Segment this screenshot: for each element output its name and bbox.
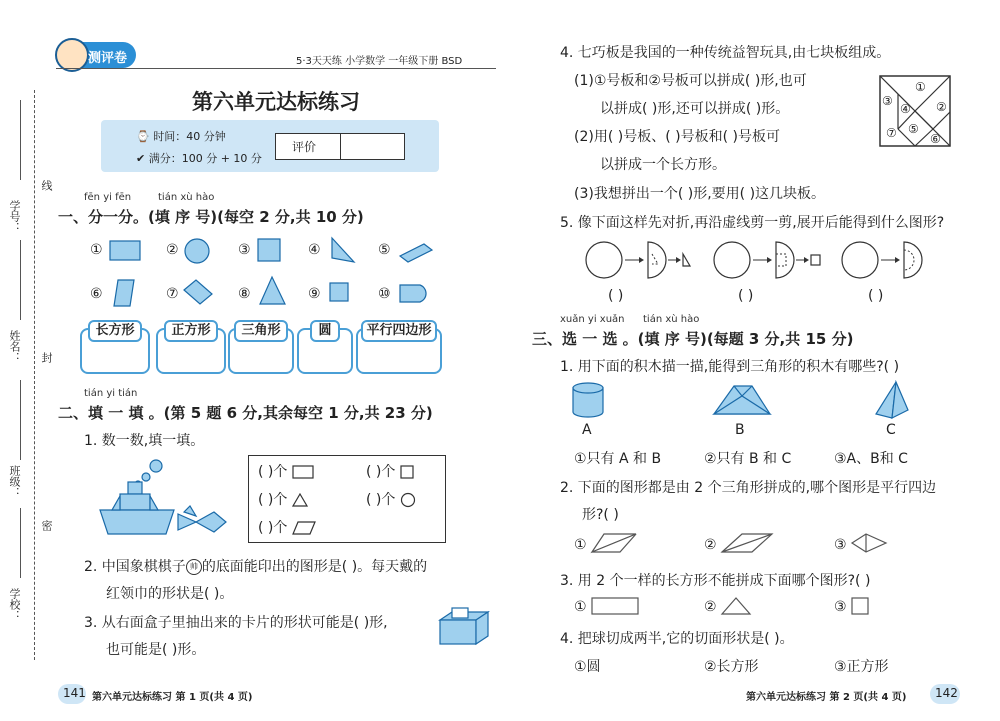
q3-3-opt3-num[interactable]: ③ bbox=[834, 599, 847, 615]
shape-3-square bbox=[256, 237, 284, 265]
section1-pinyin1: fēn yi fēn bbox=[84, 192, 132, 203]
q3-4-option-2[interactable]: ②长方形 bbox=[704, 659, 759, 675]
q3-1-option-3[interactable]: ③A、B和 C bbox=[834, 451, 908, 467]
label-parallelogram: 平行四边形 bbox=[361, 320, 437, 342]
q3-2-opt2-num[interactable]: ② bbox=[704, 537, 717, 553]
section1-title: 一、分一分。(填 序 号)(每空 2 分,共 10 分) bbox=[58, 208, 364, 226]
shape-4-triangle bbox=[326, 234, 358, 266]
q3-3-opt1-rectangle bbox=[590, 596, 642, 618]
check-icon: ✔ bbox=[136, 152, 146, 165]
tangram-num-2: ② bbox=[936, 100, 947, 114]
q3-2-opt1-figure bbox=[590, 532, 640, 554]
fold-cut-sequence-2 bbox=[712, 240, 822, 282]
margin-feng: 封 bbox=[40, 352, 53, 363]
square-icon bbox=[400, 465, 414, 479]
section3-pinyin1: xuǎn yi xuǎn bbox=[560, 314, 625, 325]
shape-num-4: ④ bbox=[308, 242, 321, 258]
q3-2-line1: 2. 下面的图形都是由 2 个三角形拼成的,哪个图形是平行四边 bbox=[560, 480, 937, 496]
q3-3-opt2-num[interactable]: ② bbox=[704, 599, 717, 615]
section1-pinyin2: tián xù hào bbox=[158, 192, 215, 203]
q2-2-line2: 红领巾的形状是( )。 bbox=[106, 586, 234, 602]
rect-icon bbox=[292, 465, 314, 479]
chess-piece-icon: 帅 bbox=[186, 559, 202, 575]
label-rectangle: 长方形 bbox=[88, 320, 142, 342]
section2-pinyin: tián yi tián bbox=[84, 388, 138, 399]
tangram-num-6: ⑥ bbox=[930, 132, 941, 146]
margin-mi: 密 bbox=[40, 520, 53, 531]
q2-3-line2: 也可能是( )形。 bbox=[106, 642, 206, 658]
q2-5-title: 5. 像下面这样先对折,再沿虚线剪一剪,展开后能得到什么图形? bbox=[560, 215, 945, 231]
mascot-icon bbox=[55, 38, 89, 72]
block-a-cylinder bbox=[570, 382, 606, 420]
q2-5-answer-3[interactable]: ( ) bbox=[868, 288, 884, 304]
margin-xuehao: 学号： bbox=[8, 200, 21, 233]
count-rect[interactable]: ( )个 bbox=[258, 461, 314, 481]
q2-3-line1: 3. 从右面盒子里抽出来的卡片的形状可能是( )形, bbox=[84, 615, 388, 631]
q2-5-answer-2[interactable]: ( ) bbox=[738, 288, 754, 304]
eval-label: 评价 bbox=[292, 140, 317, 154]
q2-5-answer-1[interactable]: ( ) bbox=[608, 288, 624, 304]
label-circle: 圆 bbox=[310, 320, 340, 342]
page-title: 第六单元达标练习 bbox=[192, 90, 360, 114]
fold-cut-sequence-3 bbox=[840, 240, 940, 282]
circle-icon bbox=[400, 492, 416, 508]
block-b-label: B bbox=[735, 422, 745, 438]
score-info: ✔ 满分：100 分 + 10 分 bbox=[136, 152, 262, 165]
q3-2-opt3-figure bbox=[850, 532, 890, 554]
margin-banji: 班级： bbox=[8, 465, 21, 498]
label-square: 正方形 bbox=[164, 320, 218, 342]
q3-3-opt2-triangle bbox=[720, 596, 752, 618]
count-circle[interactable]: ( )个 bbox=[366, 489, 416, 509]
q2-4-line3: (2)用( )号板、( )号板和( )号板可 bbox=[574, 129, 780, 145]
block-b-prism bbox=[712, 382, 772, 418]
q3-4: 4. 把球切成两半,它的切面形状是( )。 bbox=[560, 631, 794, 647]
q3-3-opt1-num[interactable]: ① bbox=[574, 599, 587, 615]
badge-text: 测评卷 bbox=[88, 51, 128, 66]
q2-4-title: 4. 七巧板是我国的一种传统益智玩具,由七块板组成。 bbox=[560, 45, 891, 61]
footer-left-text: 第六单元达标练习 第 1 页(共 4 页) bbox=[92, 692, 253, 703]
q3-1-option-1[interactable]: ①只有 A 和 B bbox=[574, 451, 662, 467]
book-info: 5·3天天练 小学数学 一年级下册 BSD bbox=[296, 56, 463, 67]
box-picture bbox=[438, 606, 490, 646]
tangram-num-3: ③ bbox=[882, 94, 893, 108]
q3-4-option-3[interactable]: ③正方形 bbox=[834, 659, 889, 675]
tangram-num-1: ① bbox=[915, 80, 926, 94]
clock-icon: ⌚ bbox=[136, 130, 150, 143]
shape-8-triangle bbox=[258, 274, 288, 308]
q2-2-line1: 2. 中国象棋棋子 帅 的底面能印出的图形是( )。每天戴的 bbox=[84, 559, 428, 575]
parallelogram-icon bbox=[292, 521, 316, 535]
q3-2-opt3-num[interactable]: ③ bbox=[834, 537, 847, 553]
count-triangle[interactable]: ( )个 bbox=[258, 489, 308, 509]
footer-right-page-num: 142 bbox=[935, 686, 958, 700]
shape-1-rectangle bbox=[108, 238, 144, 264]
section2-title: 二、填 一 填 。(第 5 题 6 分,其余每空 1 分,共 23 分) bbox=[58, 404, 433, 422]
q3-1: 1. 用下面的积木描一描,能得到三角形的积木有哪些?( ) bbox=[560, 359, 900, 375]
shape-7-rectangle bbox=[180, 276, 216, 308]
q3-3: 3. 用 2 个一样的长方形不能拼成下面哪个图形?( ) bbox=[560, 573, 871, 589]
shape-6-parallelogram bbox=[110, 278, 142, 308]
block-a-label: A bbox=[582, 422, 592, 438]
section3-pinyin2: tián xù hào bbox=[643, 314, 700, 325]
margin-xingming: 姓名： bbox=[8, 330, 21, 363]
footer-right-text: 第六单元达标练习 第 2 页(共 4 页) bbox=[746, 692, 907, 703]
shape-num-10: ⑩ bbox=[378, 286, 391, 302]
shape-num-6: ⑥ bbox=[90, 286, 103, 302]
block-c-label: C bbox=[886, 422, 896, 438]
binding-line bbox=[34, 90, 35, 660]
section3-title: 三、选 一 选 。(填 序 号)(每题 3 分,共 15 分) bbox=[532, 330, 854, 348]
shape-2-circle bbox=[182, 236, 212, 266]
count-parallelogram[interactable]: ( )个 bbox=[258, 517, 316, 537]
shape-num-9: ⑨ bbox=[308, 286, 321, 302]
shape-num-3: ③ bbox=[238, 242, 251, 258]
boat-picture bbox=[98, 456, 238, 542]
shape-num-8: ⑧ bbox=[238, 286, 251, 302]
q2-4-line1: (1)①号板和②号板可以拼成( )形,也可 bbox=[574, 73, 807, 89]
q2-4-line2: 以拼成( )形,还可以拼成( )形。 bbox=[600, 101, 790, 117]
tangram-num-4: ④ bbox=[900, 102, 911, 116]
shape-num-7: ⑦ bbox=[166, 286, 179, 302]
shape-num-5: ⑤ bbox=[378, 242, 391, 258]
shape-num-1: ① bbox=[90, 242, 103, 258]
q2-4-line5: (3)我想拼出一个( )形,要用( )这几块板。 bbox=[574, 186, 826, 202]
q2-4-line4: 以拼成一个长方形。 bbox=[600, 157, 726, 173]
q3-1-option-2[interactable]: ②只有 B 和 C bbox=[704, 451, 792, 467]
q3-4-option-1[interactable]: ①圆 bbox=[574, 659, 601, 675]
q3-3-opt3-square bbox=[850, 596, 872, 618]
triangle-icon bbox=[292, 493, 308, 507]
footer-left-page-num: 141 bbox=[63, 686, 86, 700]
tangram-num-7: ⑦ bbox=[886, 126, 897, 140]
margin-xian: 线 bbox=[40, 180, 53, 191]
count-square[interactable]: ( )个 bbox=[366, 461, 414, 481]
shape-5-parallelogram bbox=[396, 240, 436, 264]
shape-9-square bbox=[328, 281, 352, 305]
q3-2-line2: 形?( ) bbox=[582, 507, 619, 523]
tangram-num-5: ⑤ bbox=[908, 122, 919, 136]
time-info: ⌚ 时间：40 分钟 bbox=[136, 130, 226, 143]
fold-cut-sequence-1 bbox=[584, 240, 694, 282]
shape-num-2: ② bbox=[166, 242, 179, 258]
block-c-pyramid bbox=[874, 380, 910, 420]
q3-2-opt1-num[interactable]: ① bbox=[574, 537, 587, 553]
shape-10-semicircle-rect bbox=[398, 282, 434, 304]
q2-1: 1. 数一数,填一填。 bbox=[84, 433, 205, 449]
label-triangle: 三角形 bbox=[234, 320, 288, 342]
q3-2-opt2-figure bbox=[720, 532, 776, 554]
margin-xuexiao: 学校： bbox=[8, 588, 21, 621]
